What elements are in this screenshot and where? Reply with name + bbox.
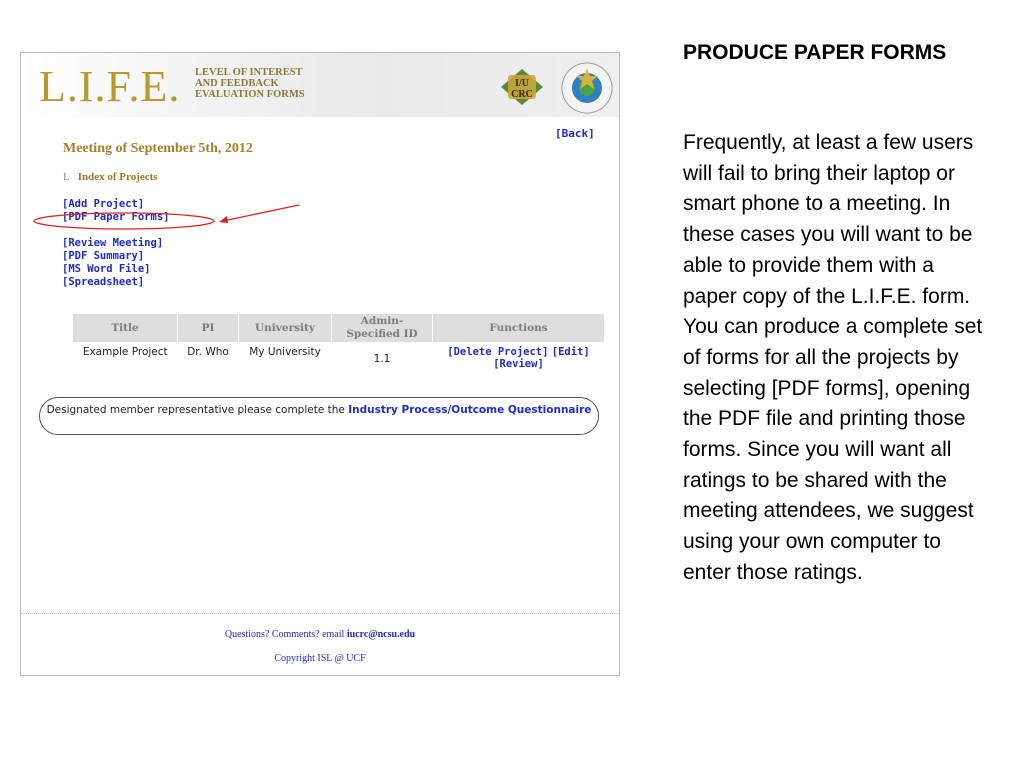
column-header-functions: Functions: [433, 314, 605, 342]
iucrc-logo-icon: [499, 67, 545, 107]
pdf-paper-forms-link[interactable]: [PDF Paper Forms]: [62, 211, 170, 223]
review-meeting-link[interactable]: [Review Meeting]: [62, 237, 164, 249]
life-logo: L.I.F.E.: [39, 62, 181, 111]
logo-subtitle: [195, 67, 305, 100]
tree-bullet-icon: L: [63, 171, 70, 183]
secondary-links: [62, 237, 163, 289]
representative-text: Designated member representative please complete the: [46, 404, 345, 416]
logo-subtitle-line: EVALUATION FORMS: [195, 89, 305, 100]
footer-contact: [21, 629, 619, 640]
edit-link[interactable]: [Edit]: [551, 346, 590, 358]
slide-title: PRODUCE PAPER FORMS: [683, 41, 947, 64]
index-of-projects[interactable]: [63, 171, 158, 183]
slide-body-text: Frequently, at least a few users will fail to bring their laptop or smart phone to a meeting. In these cases you will want to be able to provide them with a paper copy of the L.I.F.E. form. You can produce a complete set of forms for all the projects by selecting [PDF forms], opening the PDF file and printing those forms. Since you will want all ratings to be shared with the meeting attendees, we suggest using your own computer to enter those ratings.: [683, 131, 983, 584]
primary-links: [62, 198, 169, 224]
nsf-seal-icon: [561, 62, 613, 114]
cell-title: Example Project: [82, 346, 168, 358]
footer-email-link[interactable]: iucrc@ncsu.edu: [346, 629, 416, 640]
delete-project-link[interactable]: [Delete Project]: [447, 346, 549, 358]
index-of-projects-label: Index of Projects: [77, 171, 158, 183]
annotation-arrow: [223, 205, 299, 221]
add-project-link[interactable]: [Add Project]: [62, 198, 145, 210]
column-header-id: Admin-Specified ID: [332, 314, 433, 342]
column-header-university: University: [239, 314, 332, 342]
representative-notice: [39, 397, 599, 435]
logo-subtitle-line: LEVEL OF INTEREST: [195, 67, 303, 78]
footer-questions-text: Questions? Comments? email: [224, 629, 345, 640]
pdf-summary-link[interactable]: [PDF Summary]: [62, 250, 145, 262]
questionnaire-link[interactable]: Industry Process/Outcome Questionnaire: [348, 404, 592, 416]
cell-id: 1.1: [373, 353, 391, 365]
meeting-title: Meeting of September 5th, 2012: [63, 141, 253, 156]
cell-university: My University: [249, 346, 321, 358]
back-link[interactable]: [Back]: [555, 127, 595, 140]
cell-pi: Dr. Who: [187, 346, 229, 358]
table-row: [73, 342, 605, 374]
iucrc-bottom-text: CRC: [511, 89, 533, 100]
arrow-head-icon: [219, 216, 228, 223]
cell-functions: [433, 342, 605, 374]
footer-copyright: Copyright ISL @ UCF: [274, 653, 366, 664]
logo-subtitle-line: AND FEEDBACK: [195, 78, 279, 89]
review-link[interactable]: [Review]: [493, 358, 544, 370]
iucrc-top-text: I/U: [515, 78, 529, 89]
header-banner: [21, 53, 619, 117]
footer-divider: [21, 613, 619, 614]
column-header-pi: PI: [178, 314, 239, 342]
life-screenshot-panel: [20, 52, 620, 676]
projects-table: [73, 314, 605, 374]
spreadsheet-link[interactable]: [Spreadsheet]: [62, 276, 145, 288]
column-header-title: Title: [73, 314, 178, 342]
ms-word-file-link[interactable]: [MS Word File]: [62, 263, 151, 275]
table-header-row: [73, 314, 605, 342]
